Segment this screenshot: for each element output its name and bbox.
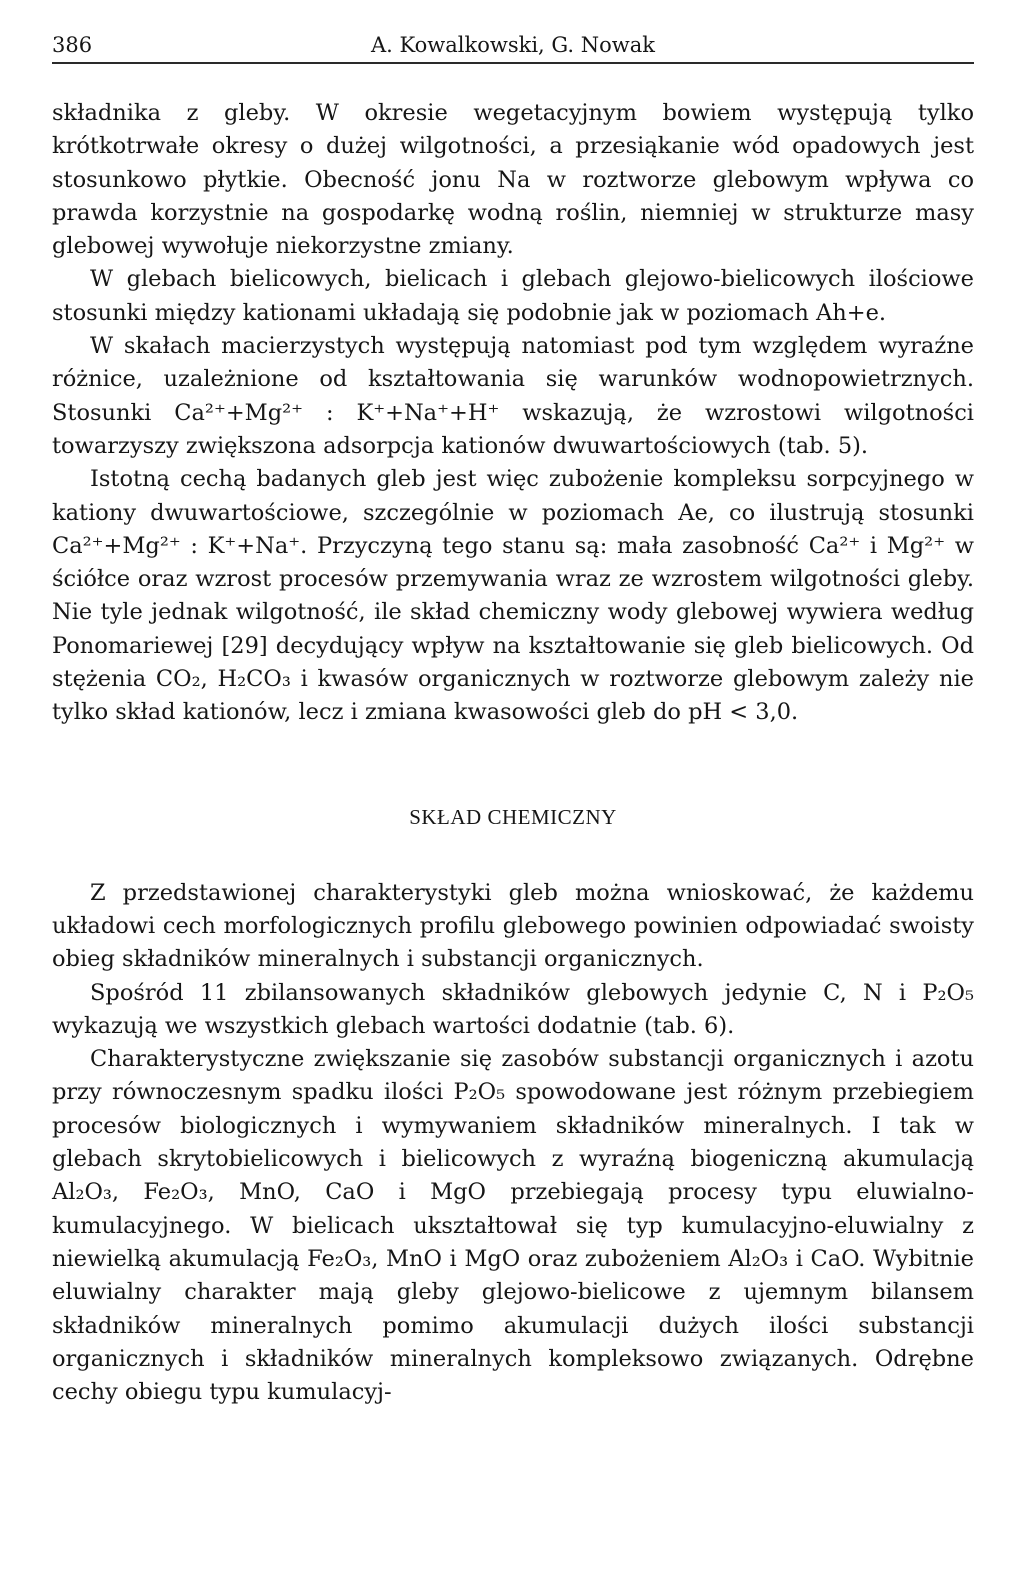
section-body (52, 877, 974, 1410)
paragraph: Z przedstawionej charakterystyki gleb można wnioskować, że każdemu układowi cech morfologicznych profilu glebowego powinien odpowiadać swoisty obieg składników mineralnych i substancji organicznych. (52, 879, 974, 973)
paragraph: Charakterystyczne zwiększanie się zasobów substancji organicznych i azotu przy równoczesnym spadku ilości P₂O₅ spowodowane jest różnym przebiegiem procesów biologicznych i wymywaniem składników mineralnych. I tak w glebach skrytobielicowych i bielicowych z wyraźną biogeniczną akumulacją Al₂O₃, Fe₂O₃, MnO, CaO i MgO przebiegają procesy typu eluwialno-kumulacyjnego. W bielicach ukształtował się typ kumulacyjno-eluwialny z niewielką akumulacją Fe₂O₃, MnO i MgO oraz zubożeniem Al₂O₃ i CaO. Wybitnie eluwialny charakter mają gleby glejowo-bielicowe z ujemnym bilansem składników mineralnych pomimo akumulacji dużych ilości substancji organicznych i składników mineralnych kompleksowo związanych. Odrębne cechy obiegu typu kumulacyj- (52, 1046, 974, 1406)
body-text (52, 97, 974, 730)
section-heading: SKŁAD CHEMICZNY (409, 804, 617, 829)
page-number: 386 (52, 33, 93, 57)
paragraph: W skałach macierzystych występują natomiast pod tym względem wyraźne różnice, uzależnione od kształtowania się warunków wodnopowietrznych. Stosunki Ca²⁺+Mg²⁺ : K⁺+Na⁺+H⁺ wskazują, że wzrostowi wilgotności towarzyszy zwiększona adsorpcja kationów dwuwartościowych (tab. 5). (52, 333, 974, 459)
running-head (52, 30, 974, 60)
running-title: A. Kowalkowski, G. Nowak (370, 33, 656, 57)
header-rule (52, 62, 974, 64)
paragraph: składnika z gleby. W okresie wegetacyjnym bowiem występują tylko krótkotrwałe okresy o dużej wilgotności, a przesiąkanie wód opadowych jest stosunkowo płytkie. Obecność jonu Na w roztworze glebowym wpływa co prawda korzystnie na gospodarkę wodną roślin, niemniej w strukturze masy glebowej wywołuje niekorzystne zmiany. (52, 100, 974, 260)
paragraph: W glebach bielicowych, bielicach i glebach glejowo-bielicowych ilościowe stosunki między kationami układają się podobnie jak w poziomach Ah+e. (52, 266, 974, 326)
paragraph: Istotną cechą badanych gleb jest więc zubożenie kompleksu sorpcyjnego w kationy dwuwartościowe, szczególnie w poziomach Ae, co ilustrują stosunki Ca²⁺+Mg²⁺ : K⁺+Na⁺. Przyczyną tego stanu są: mała zasobność Ca²⁺ i Mg²⁺ w ściółce oraz wzrost procesów przemywania wraz ze wzrostem wilgotności gleby. Nie tyle jednak wilgotność, ile skład chemiczny wody glebowej wywiera według Ponomariewej [29] decydujący wpływ na kształtowanie się gleb bielicowych. Od stężenia CO₂, H₂CO₃ i kwasów organicznych w roztworze glebowym zależy nie tylko skład kationów, lecz i zmiana kwasowości gleb do pH < 3,0. (52, 466, 974, 726)
page (52, 30, 974, 1409)
paragraph: Spośród 11 zbilansowanych składników glebowych jedynie C, N i P₂O₅ wykazują we wszystkich glebach wartości dodatnie (tab. 6). (52, 979, 974, 1039)
